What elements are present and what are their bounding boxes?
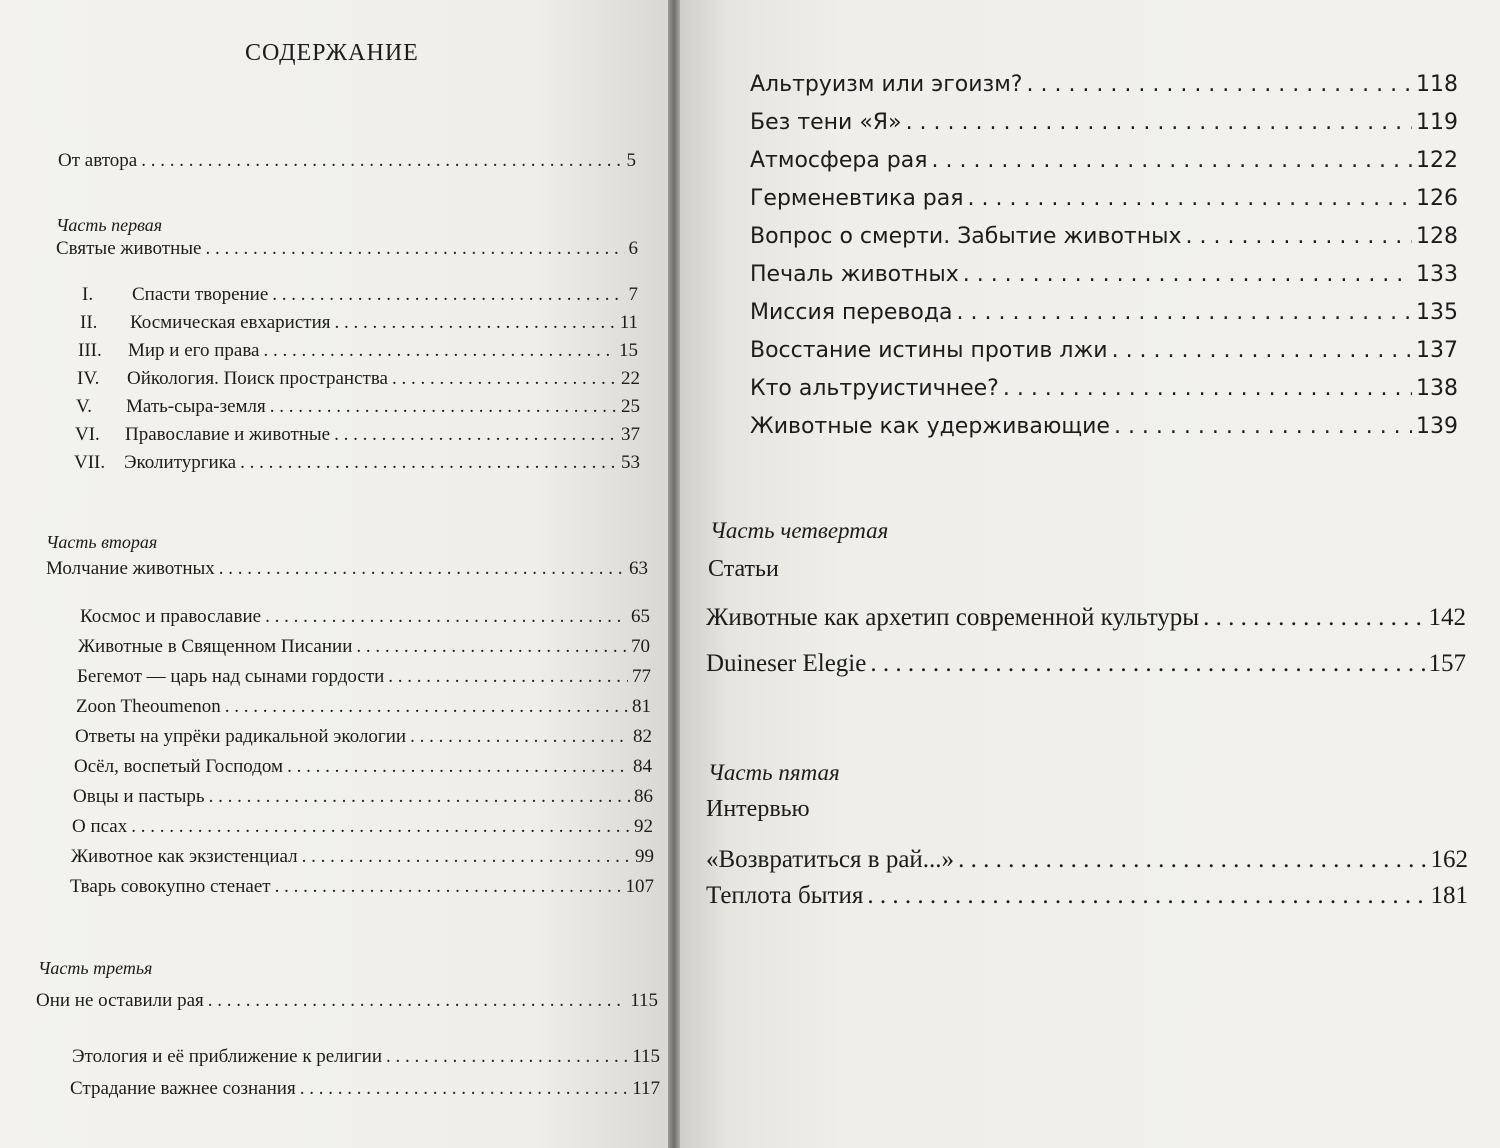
entry-title: Атмосфера рая	[750, 148, 928, 173]
chapter-number: II.	[80, 312, 98, 333]
entry-title: Этология и её приближение к религии	[72, 1046, 383, 1067]
toc-entry	[72, 816, 653, 838]
leader-dots	[410, 726, 629, 748]
page-number: 6	[628, 238, 638, 259]
entry-title: Вопрос о смерти. Забытие животных	[750, 224, 1182, 249]
entry-title: Zoon Theoumenon	[76, 696, 221, 717]
leader-dots	[272, 284, 624, 306]
toc-entry	[80, 312, 638, 334]
left-page	[0, 0, 668, 1148]
page-number: 138	[1416, 376, 1458, 401]
page-number: 7	[628, 284, 638, 305]
chapter-number: VII.	[74, 452, 106, 473]
leader-dots	[287, 756, 629, 778]
page-number: 92	[634, 816, 653, 837]
part-label: Часть четвертая	[710, 518, 889, 543]
toc-entry	[706, 846, 1468, 874]
leader-dots	[968, 186, 1413, 211]
leader-dots	[957, 300, 1412, 325]
part-label: Часть третья	[38, 958, 153, 978]
toc-entry	[71, 846, 654, 868]
book-gutter	[668, 0, 680, 1148]
leader-dots	[388, 666, 628, 688]
leader-dots	[356, 636, 627, 658]
page-number: 107	[625, 876, 654, 897]
toc-entry	[750, 262, 1458, 287]
page-number: 135	[1416, 300, 1458, 325]
page-number: 117	[632, 1078, 660, 1099]
leader-dots	[265, 606, 627, 628]
page-number: 25	[621, 396, 640, 417]
leader-dots	[208, 990, 626, 1012]
toc-entry	[750, 224, 1458, 249]
leader-dots	[141, 150, 622, 172]
toc-entry	[77, 666, 651, 688]
toc-entry	[77, 368, 640, 390]
page-number: 142	[1428, 604, 1466, 631]
page-number: 81	[632, 696, 651, 717]
chapter-number: V.	[76, 396, 93, 417]
leader-dots	[870, 650, 1424, 678]
entry-title	[77, 368, 388, 390]
entry-title: Молчание животных	[46, 558, 215, 579]
page-number: 115	[632, 1046, 660, 1067]
page-number: 84	[633, 756, 652, 777]
leader-dots	[1186, 224, 1413, 249]
entry-title: Ойкология. Поиск пространства	[127, 368, 388, 389]
page-number: 11	[619, 312, 638, 333]
entry-title: Бегемот — царь над сынами гордости	[77, 666, 385, 687]
entry-title: Святые животные	[56, 238, 202, 259]
leader-dots	[131, 816, 630, 838]
entry-title: Эколитургика	[124, 452, 237, 473]
toc-entry	[72, 1046, 660, 1068]
page-number: 133	[1416, 262, 1458, 287]
page-title: СОДЕРЖАНИЕ	[245, 40, 419, 66]
entry-title: Duineser Elegie	[706, 650, 867, 677]
entry-title	[78, 340, 260, 362]
entry-title: Спасти творение	[132, 284, 269, 305]
page-number: 15	[619, 340, 638, 361]
leader-dots	[1003, 376, 1412, 401]
toc-entry	[78, 340, 638, 362]
leader-dots	[334, 312, 615, 334]
toc-entry-from-author	[58, 150, 636, 172]
toc-entry	[706, 604, 1466, 632]
leader-dots	[334, 424, 617, 446]
page-number: 63	[629, 558, 648, 579]
page-number: 157	[1428, 650, 1466, 677]
toc-entry	[74, 756, 652, 778]
toc-entry	[750, 376, 1458, 401]
page-number: 162	[1430, 846, 1468, 873]
entry-title: О псах	[72, 816, 128, 837]
leader-dots	[205, 238, 624, 260]
entry-title	[80, 312, 330, 334]
entry-title	[82, 284, 268, 306]
page-number: 128	[1416, 224, 1458, 249]
part-title	[46, 558, 648, 580]
toc-entry	[750, 148, 1458, 173]
toc-entry	[706, 882, 1468, 910]
page-number: 122	[1416, 148, 1458, 173]
toc-entry	[750, 338, 1458, 363]
leader-dots	[392, 368, 617, 390]
entry-title: Герменевтика рая	[750, 186, 964, 211]
toc-entry	[70, 876, 654, 898]
entry-title: Страдание важнее сознания	[70, 1078, 296, 1099]
toc-entry	[80, 606, 650, 628]
leader-dots	[906, 110, 1412, 135]
page-number: 37	[621, 424, 640, 445]
page-number: 5	[626, 150, 636, 171]
part-title: Интервью	[706, 796, 810, 822]
leader-dots	[270, 396, 617, 418]
part-label: Часть первая	[56, 215, 163, 235]
leader-dots	[302, 846, 631, 868]
page-number: 126	[1416, 186, 1458, 211]
leader-dots	[275, 876, 622, 898]
entry-title: Овцы и пастырь	[73, 786, 205, 807]
chapter-number: I.	[82, 284, 94, 305]
toc-entry	[75, 424, 640, 446]
chapter-number: III.	[78, 340, 102, 361]
leader-dots	[264, 340, 616, 362]
leader-dots	[931, 148, 1412, 173]
leader-dots	[1026, 72, 1412, 97]
leader-dots	[209, 786, 630, 808]
page-number: 65	[631, 606, 650, 627]
leader-dots	[225, 696, 628, 718]
leader-dots	[1203, 604, 1424, 632]
toc-entry	[750, 300, 1458, 325]
entry-title: Осёл, воспетый Господом	[74, 756, 284, 777]
page-number: 99	[635, 846, 654, 867]
leader-dots	[240, 452, 617, 474]
leader-dots	[867, 882, 1426, 910]
page-number: 82	[633, 726, 652, 747]
toc-entry	[73, 786, 653, 808]
leader-dots	[386, 1046, 628, 1068]
toc-entry	[706, 650, 1466, 678]
entry-title: Космическая евхаристия	[130, 312, 331, 333]
toc-entry	[74, 452, 640, 474]
page-number: 77	[632, 666, 651, 687]
chapter-number: VI.	[75, 424, 100, 445]
chapter-number: IV.	[77, 368, 100, 389]
leader-dots	[219, 558, 625, 580]
toc-entry	[750, 110, 1458, 135]
entry-title: Животное как экзистенциал	[71, 846, 298, 867]
toc-entry	[750, 72, 1458, 97]
toc-entry	[76, 396, 640, 418]
entry-title: Животные как архетип современной культуры	[706, 604, 1200, 631]
page-number: 53	[621, 452, 640, 473]
entry-title: Теплота бытия	[706, 882, 864, 909]
leader-dots	[958, 846, 1426, 874]
leader-dots	[1112, 338, 1412, 363]
entry-title: Животные в Священном Писании	[78, 636, 353, 657]
entry-title: «Возвратиться в рай...»	[706, 846, 955, 873]
page-number: 181	[1430, 882, 1468, 909]
entry-title	[74, 452, 236, 474]
toc-entry	[75, 726, 652, 748]
page-number: 118	[1416, 72, 1458, 97]
page-number: 70	[631, 636, 650, 657]
page-number: 119	[1416, 110, 1458, 135]
entry-title: Восстание истины против лжи	[750, 338, 1108, 363]
leader-dots	[300, 1078, 629, 1100]
toc-entry	[82, 284, 638, 306]
entry-title: Без тени «Я»	[750, 110, 902, 135]
page-number: 115	[630, 990, 658, 1011]
entry-title: Ответы на упрёки радикальной экологии	[75, 726, 407, 747]
entry-title: Кто альтруистичнее?	[750, 376, 999, 401]
toc-entry	[78, 636, 650, 658]
entry-title: От автора	[58, 150, 138, 171]
toc-entry	[70, 1078, 660, 1100]
entry-title: Космос и православие	[80, 606, 262, 627]
right-page	[680, 0, 1500, 1148]
entry-title: Миссия перевода	[750, 300, 953, 325]
entry-title: Мать-сыра-земля	[126, 396, 266, 417]
part-title	[36, 990, 658, 1012]
page-number: 22	[621, 368, 640, 389]
entry-title	[76, 396, 266, 418]
entry-title: Тварь совокупно стенает	[70, 876, 271, 897]
entry-title: Животные как удерживающие	[750, 414, 1110, 439]
toc-entry	[76, 696, 651, 718]
part-label: Часть пятая	[708, 760, 840, 785]
toc-entry	[750, 414, 1458, 439]
leader-dots	[963, 262, 1412, 287]
entry-title: Печаль животных	[750, 262, 959, 287]
part-title: Статьи	[708, 556, 779, 582]
page-number: 137	[1416, 338, 1458, 363]
entry-title: Альтруизм или эгоизм?	[750, 72, 1023, 97]
page-number: 86	[634, 786, 653, 807]
entry-title	[75, 424, 330, 446]
page-number: 139	[1416, 414, 1458, 439]
entry-title: Православие и животные	[125, 424, 331, 445]
leader-dots	[1114, 414, 1412, 439]
part-title	[56, 238, 638, 260]
toc-entry	[750, 186, 1458, 211]
part-label: Часть вторая	[46, 532, 158, 552]
entry-title: Мир и его права	[128, 340, 260, 361]
entry-title: Они не оставили рая	[36, 990, 204, 1011]
